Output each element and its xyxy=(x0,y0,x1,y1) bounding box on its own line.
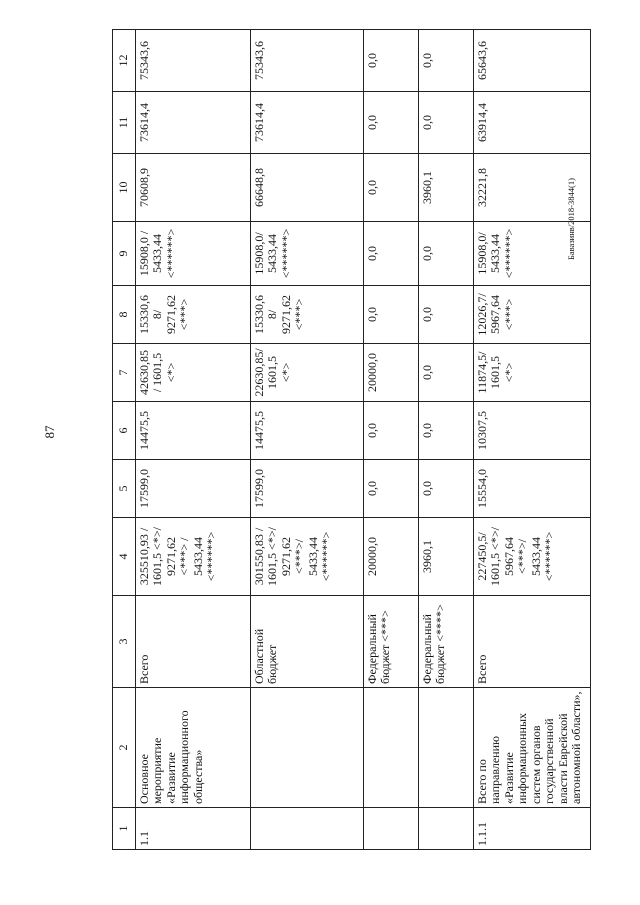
table-cell-value: 15908,0 / 5433,44 <******> xyxy=(136,222,251,286)
document-code: Бавазинв/2018-3844(1) xyxy=(566,178,576,260)
table-cell-value: 75343,6 xyxy=(136,30,251,92)
table-cell-value: 70608,9 xyxy=(136,154,251,222)
table-row xyxy=(419,30,474,850)
table-cell-value: 301550,83 / 1601,5 <*>/ 9271,62 <***>/ 5433,44 <******> xyxy=(251,518,364,596)
table-cell-value: 15330,6 8/ 9271,62 <***> xyxy=(136,286,251,344)
header-cell: 11 xyxy=(113,92,136,154)
table-cell-value: 0,0 xyxy=(364,154,419,222)
table-row xyxy=(364,30,419,850)
table-cell-value: 0,0 xyxy=(419,222,474,286)
table-cell-source: Всего xyxy=(474,596,591,688)
header-cell: 1 xyxy=(113,808,136,850)
table-cell-source: Областной бюджет xyxy=(251,596,364,688)
table-cell-value: 15908,0/ 5433,44 <******> xyxy=(474,222,591,286)
table-cell-value: 66648,8 xyxy=(251,154,364,222)
table-cell-code: 1.1.1 xyxy=(474,808,591,850)
table-cell-value: 63914,4 xyxy=(474,92,591,154)
header-cell: 5 xyxy=(113,460,136,518)
table-cell-value: 15908,0/ 5433,44 <******> xyxy=(251,222,364,286)
table-cell-value: 0,0 xyxy=(364,222,419,286)
table-cell-value: 227450,5/ 1601,5 <*>/ 5967,64 <***>/ 5433,44 <******> xyxy=(474,518,591,596)
table-row xyxy=(474,30,591,850)
header-cell: 2 xyxy=(113,688,136,808)
table-cell-code xyxy=(251,808,364,850)
table-cell-value: 0,0 xyxy=(419,460,474,518)
table-cell-value: 0,0 xyxy=(419,30,474,92)
table-cell-value: 14475,5 xyxy=(251,402,364,460)
table-cell-value: 32221,8 xyxy=(474,154,591,222)
table-header-row xyxy=(113,30,136,850)
table-cell-source: Федеральный бюджет <****> xyxy=(419,596,474,688)
table-cell-name: Всего по направлению «Развитие информационных систем органов государственной власти Еврейской автономной области», xyxy=(474,688,591,808)
table-cell-value: 0,0 xyxy=(364,92,419,154)
header-cell: 4 xyxy=(113,518,136,596)
table-cell-value: 0,0 xyxy=(419,286,474,344)
table-cell-value: 3960,1 xyxy=(419,154,474,222)
table-cell-value: 0,0 xyxy=(364,460,419,518)
header-cell: 7 xyxy=(113,344,136,402)
table-cell-value: 0,0 xyxy=(364,286,419,344)
header-cell: 8 xyxy=(113,286,136,344)
table-cell-value: 325510,93 / 1601,5 <*>/ 9271,62 <***> / 5433,44 <******> xyxy=(136,518,251,596)
header-cell: 12 xyxy=(113,30,136,92)
table-cell-value: 0,0 xyxy=(419,344,474,402)
table-cell-value: 73614,4 xyxy=(136,92,251,154)
table-cell-value: 20000,0 xyxy=(364,518,419,596)
table-cell-value: 15554,0 xyxy=(474,460,591,518)
table-cell-value: 0,0 xyxy=(364,30,419,92)
table-cell-name xyxy=(419,688,474,808)
table-cell-value: 75343,6 xyxy=(251,30,364,92)
table-cell-value: 0,0 xyxy=(364,402,419,460)
table-cell-value: 10307,5 xyxy=(474,402,591,460)
table-cell-code xyxy=(364,808,419,850)
budget-table xyxy=(112,29,591,850)
table-cell-name xyxy=(251,688,364,808)
table-row xyxy=(251,30,364,850)
table-cell-value: 11874,5/ 1601,5 <*> xyxy=(474,344,591,402)
header-cell: 10 xyxy=(113,154,136,222)
header-cell: 9 xyxy=(113,222,136,286)
table-cell-name: Основное мероприятие «Развитие информационного общества» xyxy=(136,688,251,808)
table-cell-value: 73614,4 xyxy=(251,92,364,154)
table-cell-source: Федеральный бюджет <***> xyxy=(364,596,419,688)
table-cell-value: 0,0 xyxy=(419,92,474,154)
table-cell-value: 20000,0 xyxy=(364,344,419,402)
header-cell: 3 xyxy=(113,596,136,688)
table-cell-source: Всего xyxy=(136,596,251,688)
table-cell-code: 1.1 xyxy=(136,808,251,850)
table-cell-value: 17599,0 xyxy=(136,460,251,518)
table-cell-value: 42630,85 / 1601,5 <*> xyxy=(136,344,251,402)
table-cell-value: 17599,0 xyxy=(251,460,364,518)
table-cell-value: 0,0 xyxy=(419,402,474,460)
table-cell-value: 12026,7/ 5967,64 <***> xyxy=(474,286,591,344)
table-cell-value: 65643,6 xyxy=(474,30,591,92)
table-cell-value: 22630,85/ 1601,5 <*> xyxy=(251,344,364,402)
table-cell-name xyxy=(364,688,419,808)
table-cell-value: 15330,6 8/ 9271,62 <***> xyxy=(251,286,364,344)
table-cell-value: 14475,5 xyxy=(136,402,251,460)
rotated-table-container xyxy=(112,30,584,850)
table-row xyxy=(136,30,251,850)
header-cell: 6 xyxy=(113,402,136,460)
page-number: 87 xyxy=(42,425,57,439)
table-cell-code xyxy=(419,808,474,850)
table-cell-value: 3960,1 xyxy=(419,518,474,596)
